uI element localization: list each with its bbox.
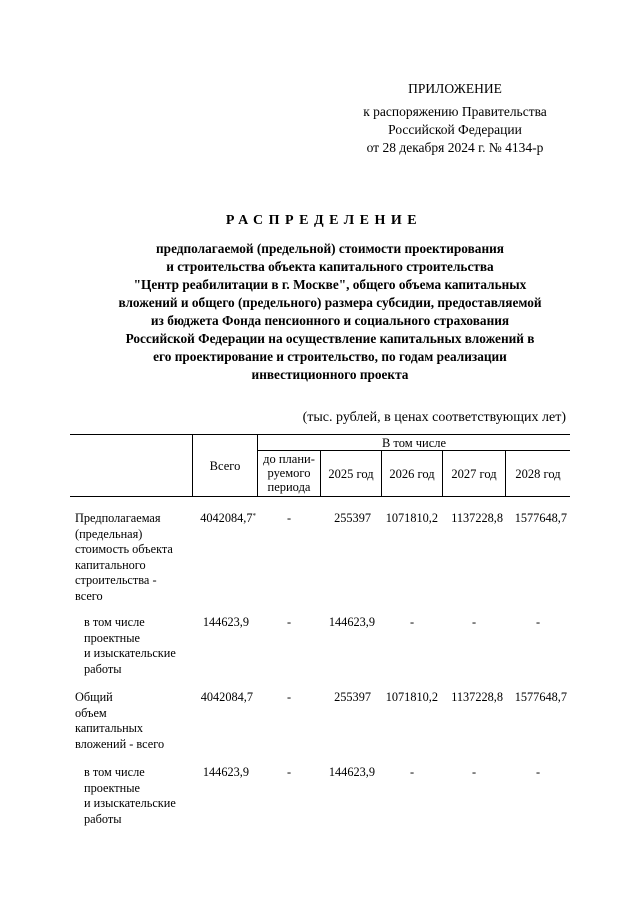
subtitle-line: вложений и общего (предельного) размера субсидии, предоставляемой	[118, 295, 542, 310]
row-2025: 255397	[334, 690, 371, 704]
header-year-2026: 2026 год	[389, 467, 435, 481]
document-title: РАСПРЕДЕЛЕНИЕ	[225, 213, 423, 228]
appendix-date: от 28 декабря 2024 г. № 4134-р	[366, 140, 544, 155]
row-2026: -	[409, 765, 415, 779]
row-2025: 144623,9	[328, 765, 375, 779]
row-label: Предполагаемая (предельная) стоимость объекта капитального строительства - всего	[75, 511, 173, 603]
row-2028: -	[535, 615, 541, 629]
row-2027: 1137228,8	[451, 690, 503, 704]
header-pre-period: до плани- руемого периода	[263, 452, 315, 494]
row-pre-period: -	[286, 690, 292, 704]
group-header-divider	[257, 450, 570, 451]
subtitle-line: "Центр реабилитации в г. Москве", общего объема капитальных	[133, 277, 527, 292]
subtitle-line: из бюджета Фонда пенсионного и социального страхования	[150, 313, 510, 328]
row-2026: 1071810,2	[385, 690, 438, 704]
appendix-line: к распоряжению Правительства	[363, 104, 547, 119]
subtitle-line: его проектирование и строительство, по годам реализации	[153, 349, 507, 364]
row-2027: 1137228,8	[451, 511, 503, 525]
subtitle-line: Российской Федерации на осуществление капитальных вложений в	[125, 331, 535, 346]
row-total: 144623,9	[202, 765, 249, 779]
row-label: в том числе проектные и изыскательские работы	[84, 615, 176, 676]
header-group: В том числе	[381, 436, 447, 450]
row-2028: 1577648,7	[514, 511, 567, 525]
header-year-2028: 2028 год	[515, 467, 561, 481]
row-pre-period: -	[286, 615, 292, 629]
row-total: 4042084,7*	[200, 511, 256, 525]
row-2026: 1071810,2	[385, 511, 438, 525]
subtitle-line: и строительства объекта капитального строительства	[166, 259, 494, 274]
subtitle-line: предполагаемой (предельной) стоимости проектирования	[156, 241, 504, 256]
header-total: Всего	[209, 459, 241, 473]
header-year-2027: 2027 год	[451, 467, 497, 481]
row-2025: 144623,9	[328, 615, 375, 629]
row-2027: -	[471, 765, 477, 779]
row-pre-period: -	[286, 511, 292, 525]
appendix-block	[330, 80, 580, 157]
row-2028: 1577648,7	[514, 690, 567, 704]
row-label: в том числе проектные и изыскательские работы	[84, 765, 176, 826]
table-header-bottom-border	[70, 496, 570, 497]
appendix-line: Российской Федерации	[388, 122, 522, 137]
row-2027: -	[471, 615, 477, 629]
appendix-heading: ПРИЛОЖЕНИЕ	[408, 81, 502, 96]
row-2025: 255397	[334, 511, 371, 525]
units-note: (тыс. рублей, в ценах соответствующих лет)	[302, 410, 566, 425]
document-subtitle	[80, 240, 580, 384]
subtitle-line: инвестиционного проекта	[251, 367, 409, 382]
table-top-border	[70, 434, 570, 435]
row-total: 4042084,7	[200, 690, 253, 704]
row-total: 144623,9	[202, 615, 249, 629]
row-2026: -	[409, 615, 415, 629]
row-2028: -	[535, 765, 541, 779]
row-label: Общий объем капитальных вложений - всего	[75, 690, 165, 751]
footnote-marker: *	[252, 512, 256, 520]
row-pre-period: -	[286, 765, 292, 779]
header-year-2025: 2025 год	[328, 467, 374, 481]
